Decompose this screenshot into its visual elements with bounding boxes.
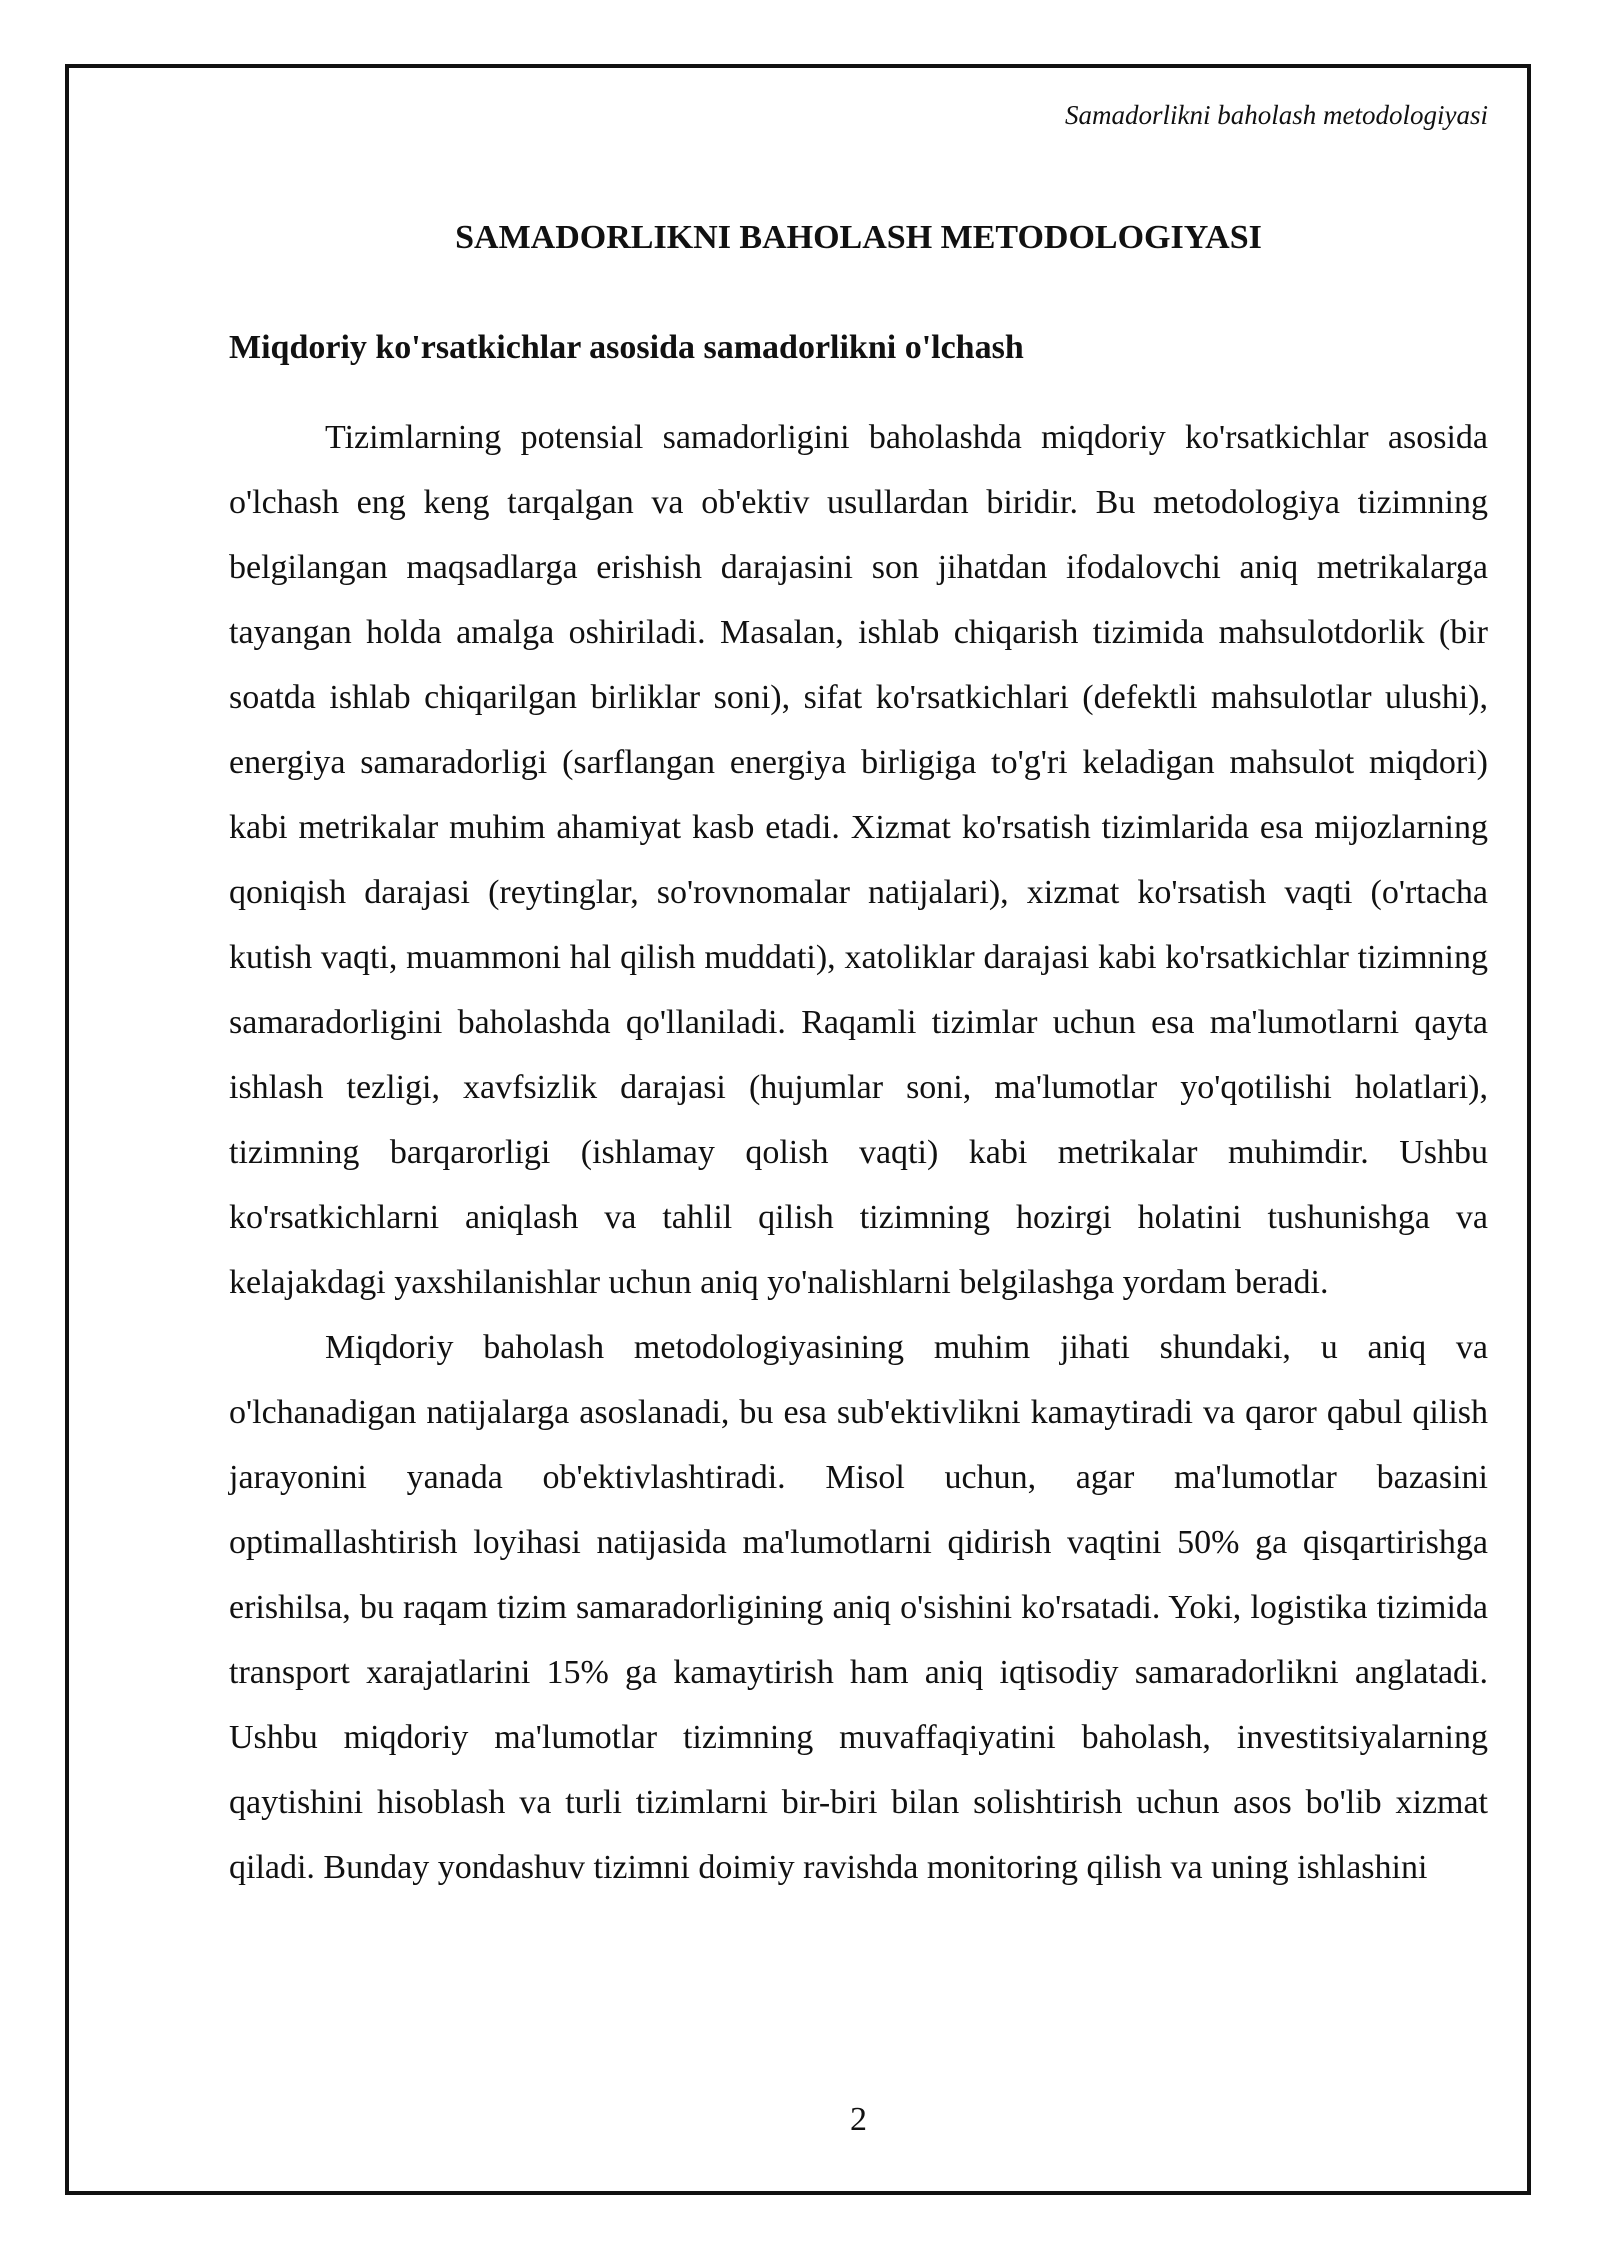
page-number: 2 [850,2101,867,2138]
document-title: SAMADORLIKNI BAHOLASH METODOLOGIYASI [455,219,1262,256]
paragraph-2: Miqdoriy baholash metodologiyasining muhim jihati shundaki, u aniq va o'lchanadigan natijalarga asoslanadi, bu esa sub'ektivlikni kamaytiradi va qaror qabul qilish jarayonini yanada ob'ektivlashtiradi. Misol uchun, agar ma'lumotlar bazasini optimallashtirish loyihasi natijasida ma'lumotlarni qidirish vaqtini 50% ga qisqartirishga erishilsa, bu raqam tizim samaradorligining aniq o'sishini ko'rsatadi. Yoki, logistika tizimida transport xarajatlarini 15% ga kamaytirish ham aniq iqtisodiy samaradorlikni anglatadi. Ushbu miqdoriy ma'lumotlar tizimning muvaffaqiyatini baholash, investitsiyalarning qaytishini hisoblash va turli tizimlarni bir-biri bilan solishtirish uchun asos bo'lib xizmat qiladi. Bunday yondashuv tizimni doimiy ravishda monitoring qilish va uning ishlashini [229,1329,1488,1886]
body-text [229,405,1488,1900]
section-heading: Miqdoriy ko'rsatkichlar asosida samadorlikni o'lchash [229,329,1024,366]
running-header: Samadorlikni baholash metodologiyasi [1065,100,1488,130]
paragraph-1: Tizimlarning potensial samadorligini baholashda miqdoriy ko'rsatkichlar asosida o'lchash eng keng tarqalgan va ob'ektiv usullardan biridir. Bu metodologiya tizimning belgilangan maqsadlarga erishish darajasini son jihatdan ifodalovchi aniq metrikalarga tayangan holda amalga oshiriladi. Masalan, ishlab chiqarish tizimida mahsulotdorlik (bir soatda ishlab chiqarilgan birliklar soni), sifat ko'rsatkichlari (defektli mahsulotlar ulushi), energiya samaradorligi (sarflangan energiya birligiga to'g'ri keladigan mahsulot miqdori) kabi metrikalar muhim ahamiyat kasb etadi. Xizmat ko'rsatish tizimlarida esa mijozlarning qoniqish darajasi (reytinglar, so'rovnomalar natijalari), xizmat ko'rsatish vaqti (o'rtacha kutish vaqti, muammoni hal qilish muddati), xatoliklar darajasi kabi ko'rsatkichlar tizimning samaradorligini baholashda qo'llaniladi. Raqamli tizimlar uchun esa ma'lumotlarni qayta ishlash tezligi, xavfsizlik darajasi (hujumlar soni, ma'lumotlar yo'qotilishi holatlari), tizimning barqarorligi (ishlamay qolish vaqti) kabi metrikalar muhimdir. Ushbu ko'rsatkichlarni aniqlash va tahlil qilish tizimning hozirgi holatini tushunishga va kelajakdagi yaxshilanishlar uchun aniq yo'nalishlarni belgilashga yordam beradi. [229,419,1488,1301]
